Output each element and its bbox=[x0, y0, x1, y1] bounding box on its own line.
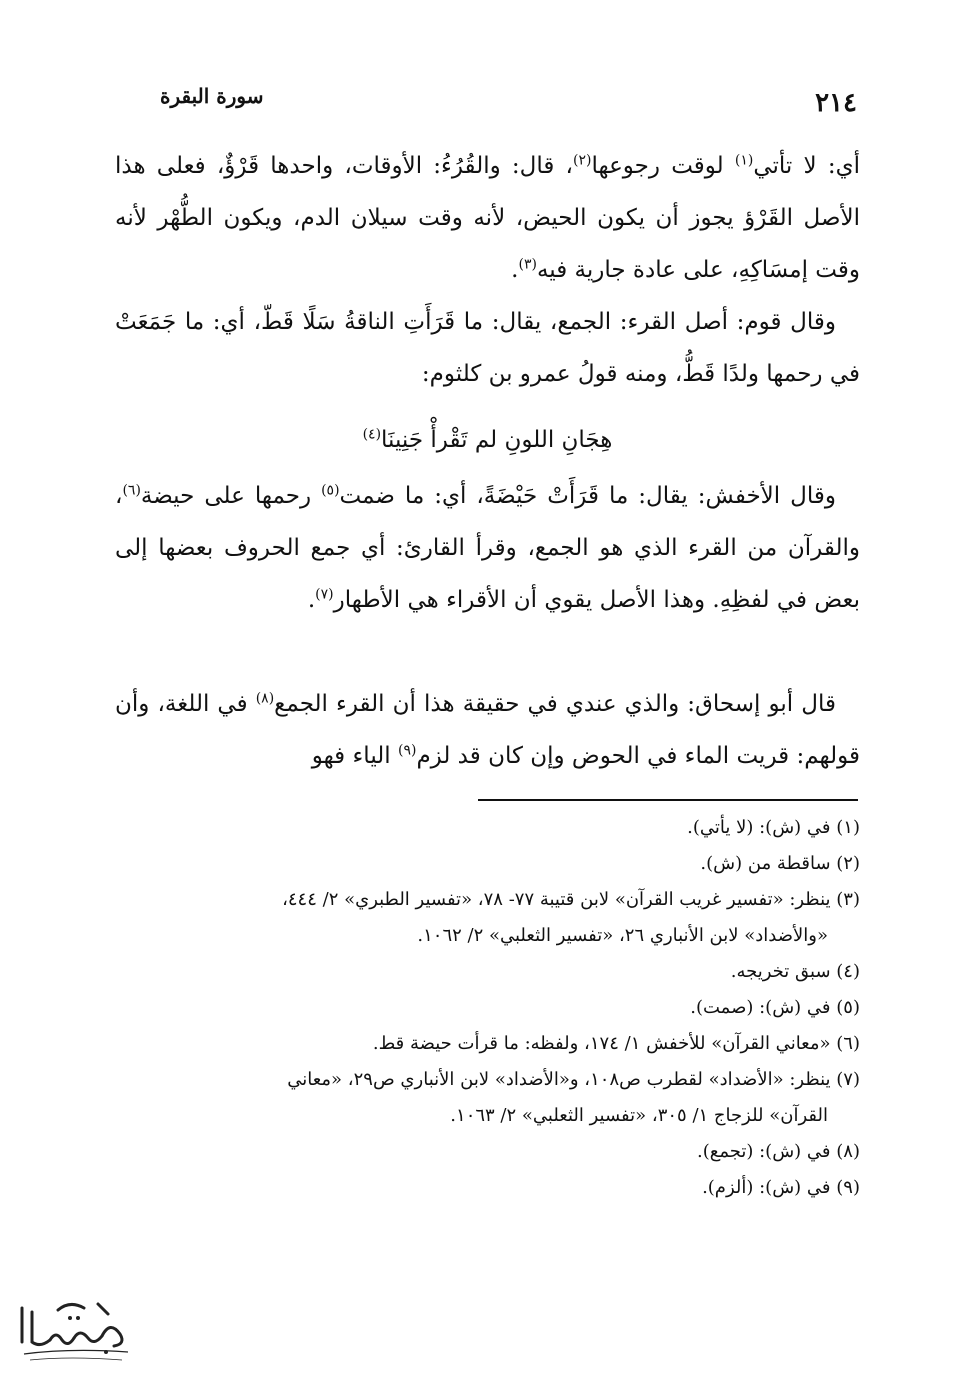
footnotes bbox=[118, 810, 860, 1206]
footnote-ref-4[interactable]: (٤) bbox=[362, 426, 382, 443]
footnote-text: ينظر: «الأضداد» لقطرب ص١٠٨، و«الأضداد» لابن الأنباري ص٢٩، «معاني bbox=[287, 1069, 831, 1090]
footnote-text: ساقطة من (ش). bbox=[700, 853, 831, 874]
footnote-number: (٥) bbox=[836, 997, 860, 1018]
footnote-number: (٩) bbox=[836, 1177, 860, 1198]
p4-text-b: رحمها على حيضة bbox=[140, 483, 322, 509]
footnote-continuation: «والأضداد» لابن الأنباري ٢٦، «تفسير الثعلبي» ٢/ ١٠٦٢. bbox=[417, 925, 828, 946]
footnote-number: (٧) bbox=[836, 1069, 860, 1090]
footnote-6 bbox=[118, 1026, 860, 1062]
footnote-text: في (ش): (صمت). bbox=[690, 997, 831, 1018]
p5-text-c: الياء فهو bbox=[311, 743, 398, 769]
footnote-text: في (ش): (تجمع). bbox=[697, 1141, 831, 1162]
p1-text-d: . bbox=[511, 257, 519, 283]
p2-text: وقال قوم: أصل القرء: الجمع، يقال: ما قَرَأَتِ الناقةُ سَلًا قَطّ، أي: ما جَمَعَتْ في رحمها ولدًا قَطُّ، ومنه قولُ عمرو بن كلثوم: bbox=[115, 309, 860, 387]
footnote-ref-5[interactable]: (٥) bbox=[321, 482, 340, 499]
footnote-number: (٣) bbox=[836, 889, 860, 910]
footnote-ref-1[interactable]: (١) bbox=[734, 152, 754, 169]
footnote-ref-9[interactable]: (٩) bbox=[397, 742, 417, 759]
p4-text-d: . bbox=[307, 587, 316, 613]
p1-text-b: لوقت رجوعها bbox=[591, 153, 735, 179]
p5-text-a: قال أبو إسحاق: والذي عندي في حقيقة هذا أن القرء الجمع bbox=[274, 691, 836, 717]
footnote-ref-3[interactable]: (٣) bbox=[518, 256, 537, 273]
footnote-5 bbox=[118, 990, 860, 1026]
p1-text-a: أي: لا تأتي bbox=[753, 153, 860, 179]
footnote-number: (٤) bbox=[836, 961, 860, 982]
footnote-4 bbox=[118, 954, 860, 990]
verse-text: هِجَانِ اللونِ لم تَقْرأْ جَنِينَا bbox=[381, 427, 613, 453]
paragraph-5 bbox=[115, 678, 860, 782]
footnote-ref-2[interactable]: (٢) bbox=[572, 152, 592, 169]
surah-title: سورة البقرة bbox=[160, 84, 264, 108]
footnote-text: ينظر: «تفسير غريب القرآن» لابن قتيبة ٧٧- ٧٨، «تفسير الطبري» ٢/ ٤٤٤، bbox=[282, 889, 831, 910]
footnote-continuation: القرآن» للزجاج ١/ ٣٠٥، «تفسير الثعلبي» ٢/ ١٠٦٣. bbox=[450, 1105, 828, 1126]
p4-text-a: وقال الأخفش: يقال: ما قَرَأَتْ حَيْضَةً، أي: ما ضمت bbox=[339, 483, 837, 509]
footnote-number: (١) bbox=[836, 817, 860, 838]
footnote-ref-8[interactable]: (٨) bbox=[255, 690, 275, 707]
paragraph-2 bbox=[115, 296, 860, 400]
footnote-text: سبق تخريجه. bbox=[730, 961, 831, 982]
footnote-number: (٦) bbox=[836, 1033, 860, 1054]
poetry-verse bbox=[115, 414, 860, 466]
page-number: ٢١٤ bbox=[815, 88, 857, 118]
paragraph-4 bbox=[115, 470, 860, 626]
footnote-9 bbox=[118, 1170, 860, 1206]
footnote-3 bbox=[118, 882, 860, 954]
paragraph-1 bbox=[115, 140, 860, 296]
footnote-ref-7[interactable]: (٧) bbox=[315, 586, 334, 603]
footnote-2 bbox=[118, 846, 860, 882]
p4-text-c: ، والقرآن من القرء الذي هو الجمع، وقرأ القارئ: أي جمع الحروف بعضها إلى بعض في لفظِهِ. وهذا الأصل يقوي أن الأقراء هي الأطهار bbox=[115, 483, 860, 613]
footnote-number: (٢) bbox=[836, 853, 860, 874]
footnote-1 bbox=[118, 810, 860, 846]
p5-text-b: في اللغة، وأن قولهم: قريت الماء في الحوض وإن كان قد لزم bbox=[115, 691, 860, 769]
footnote-text: في (ش): (ألزم). bbox=[702, 1177, 831, 1198]
footnote-7 bbox=[118, 1062, 860, 1134]
p1-text-c: ، قال: والقُرُءُ: الأوقات، واحدها قَرْؤٌ، فعلى هذا الأصل القَرْؤ يجوز أن يكون الحيض، لأنه وقت سيلان الدم، ويكون الطُّهْر لأنه وقت إمسَاكِهِ، على عادة جارية فيه bbox=[115, 153, 860, 283]
footnote-text: في (ش): (لا يأتي). bbox=[687, 817, 831, 838]
publisher-logo bbox=[10, 1290, 140, 1370]
footnote-separator bbox=[478, 799, 858, 801]
footnote-ref-6[interactable]: (٦) bbox=[122, 482, 141, 499]
footnote-8 bbox=[118, 1134, 860, 1170]
footnote-number: (٨) bbox=[836, 1141, 860, 1162]
footnote-text: «معاني القرآن» للأخفش ١/ ١٧٤، ولفظه: ما قرأت حيضة قط. bbox=[372, 1033, 831, 1054]
